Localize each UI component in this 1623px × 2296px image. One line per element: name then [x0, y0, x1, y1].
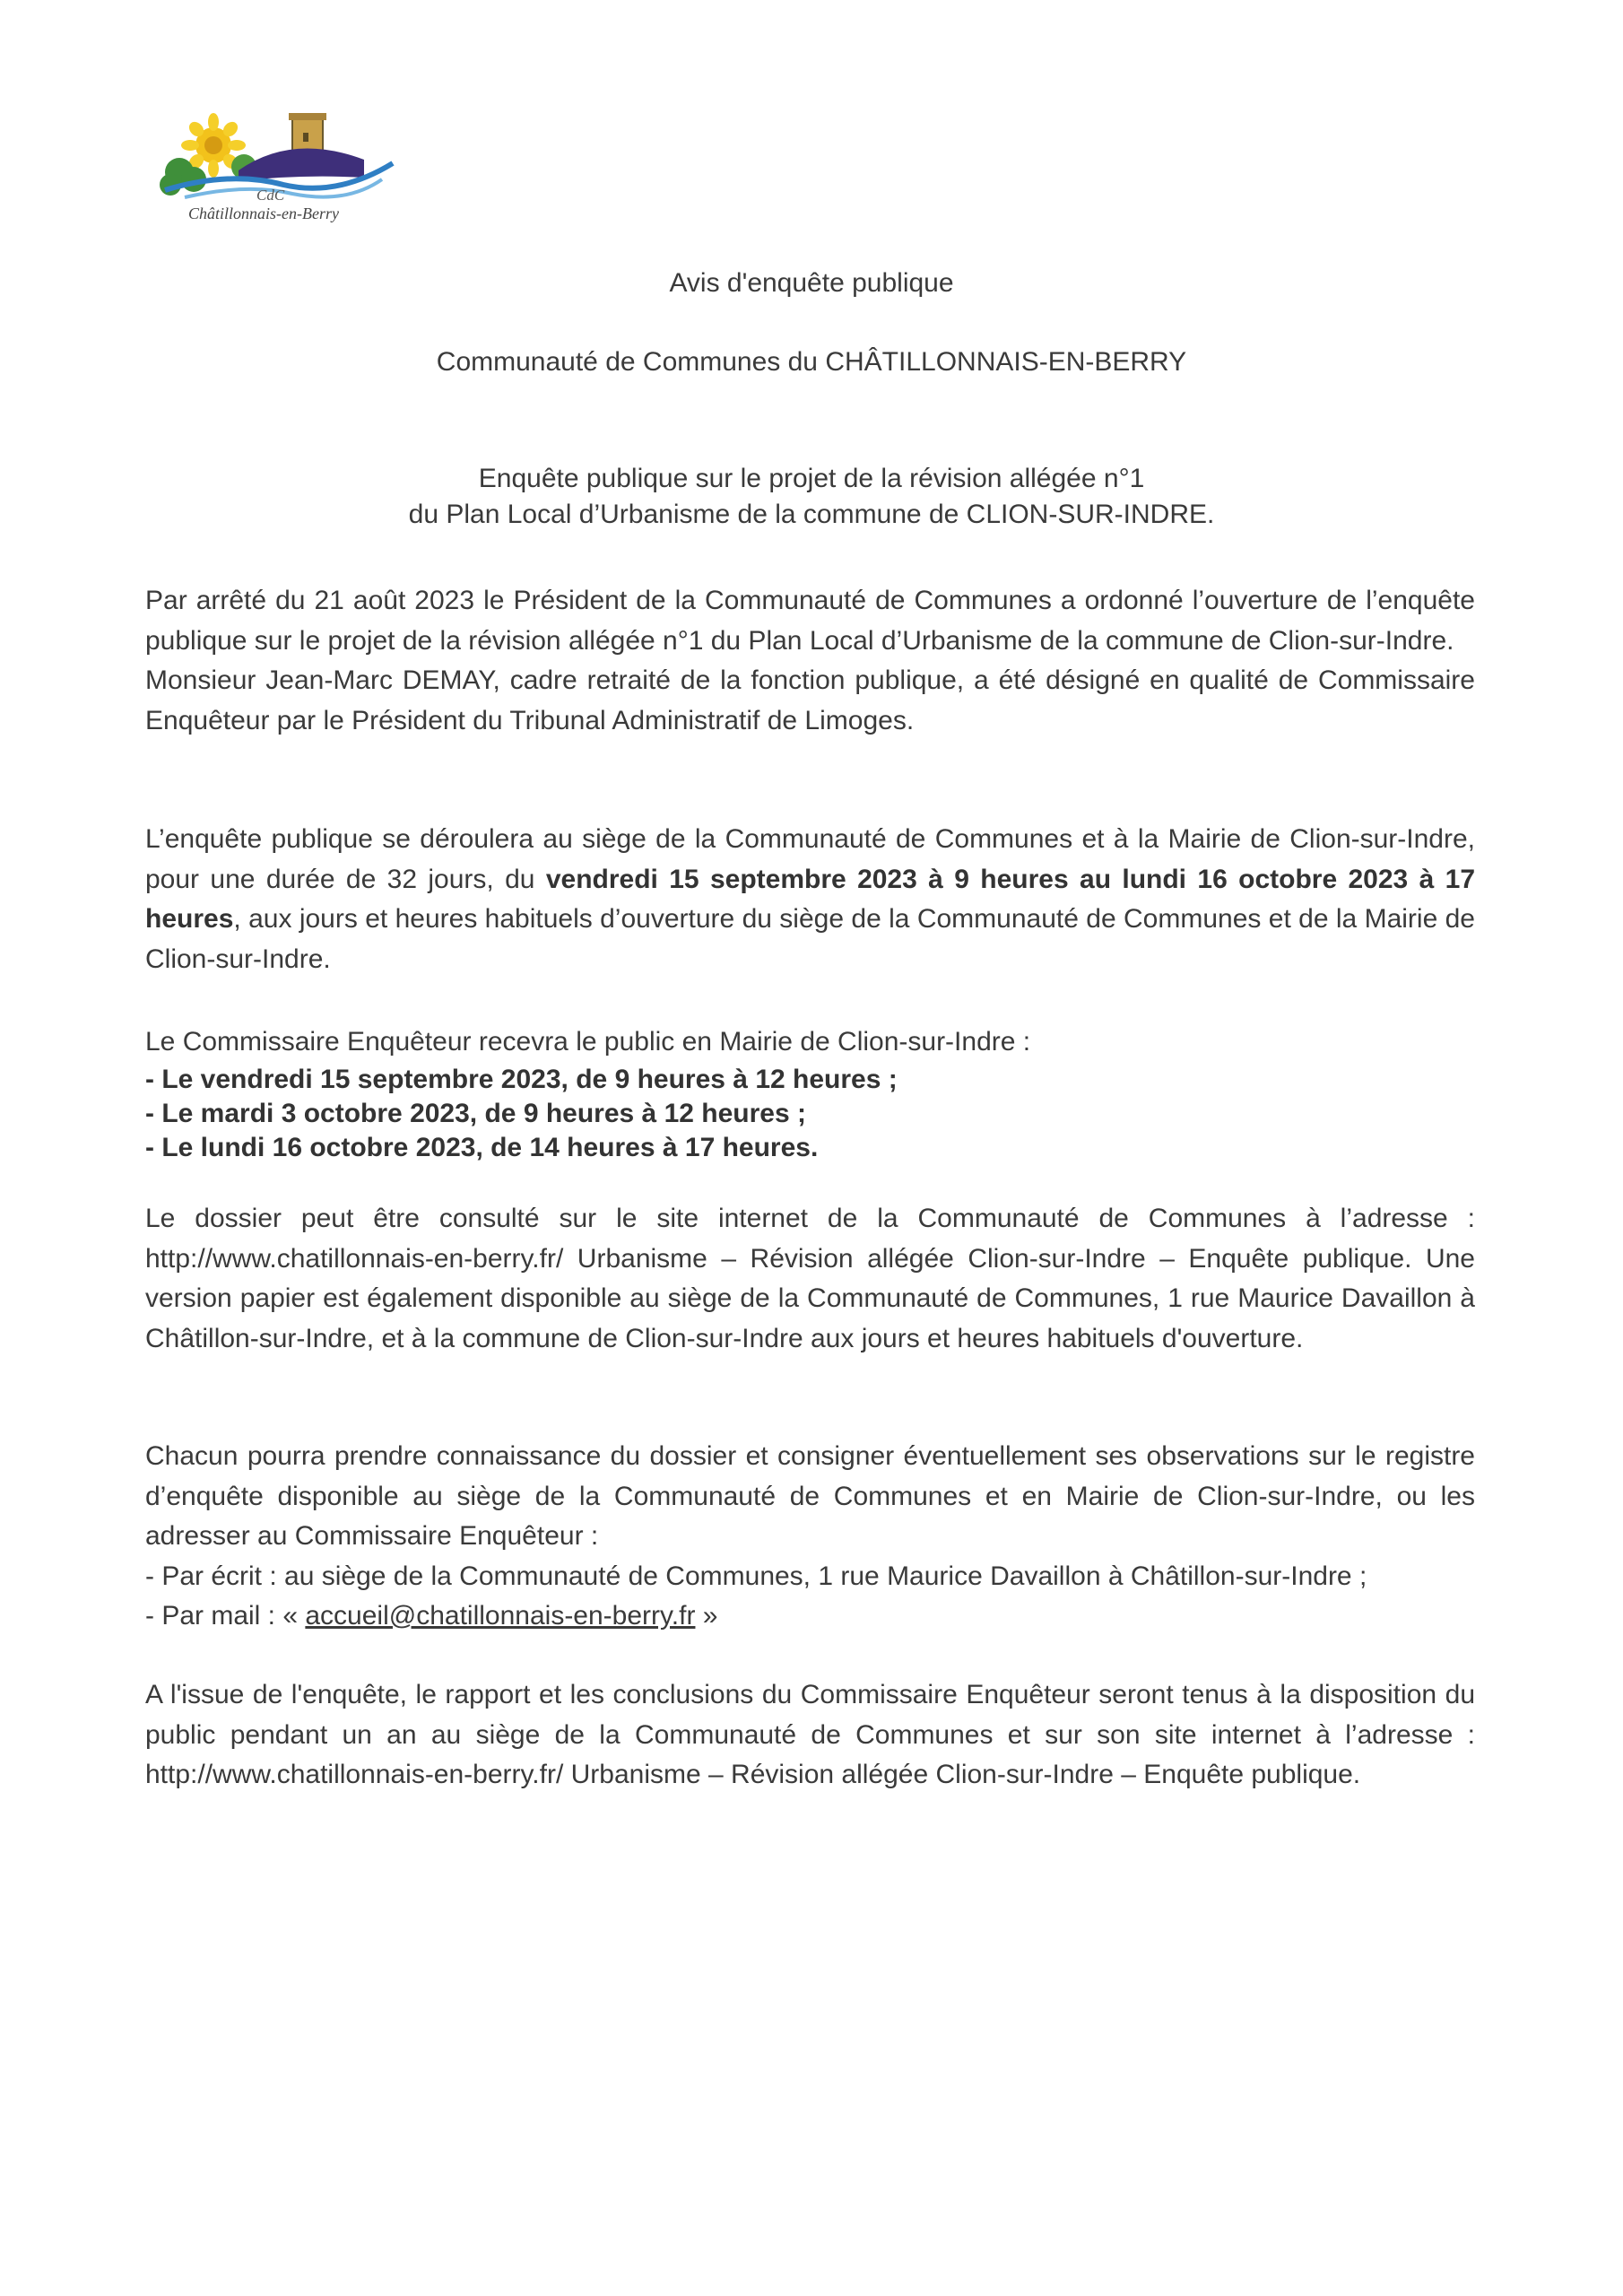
- par-ecrit-line: - Par écrit : au siège de la Communauté de Communes, 1 rue Maurice Davaillon à Châtillon-sur-Indre ;: [145, 1561, 1367, 1591]
- duree-text: [145, 820, 1475, 979]
- organisation-name: Communauté de Communes du CHÂTILLONNAIS-EN-BERRY: [436, 347, 1187, 377]
- subject-line-1: Enquête publique sur le projet de la révision allégée n°1: [478, 464, 1145, 493]
- subject-line-2: du Plan Local d’Urbanisme de la commune de CLION-SUR-INDRE.: [408, 500, 1215, 529]
- commissaire-text: Monsieur Jean-Marc DEMAY, cadre retraité de la fonction publique, a été désigné en qualité de Commissaire Enquêteur par le Président du Tribunal Administratif de Limoges.: [145, 665, 1475, 735]
- duree-text-b: , aux jours et heures habituels d’ouverture du siège de la Communauté de Communes et de la Mairie de Clion-sur-Indre.: [145, 904, 1475, 974]
- cdc-logo: [158, 108, 400, 233]
- paragraph-rapport: [145, 1675, 1475, 1796]
- arrete-text: Par arrêté du 21 août 2023 le Président de la Communauté de Communes a ordonné l’ouverture de l’enquête publique sur le projet de la révision allégée n°1 du Plan Local d’Urbanisme de la commune de Clion-sur-Indre.: [145, 586, 1475, 656]
- mail-prefix: - Par mail : «: [145, 1601, 306, 1631]
- duree-dates: vendredi 15 septembre 2023 à 9 heures au lundi 16 octobre 2023 à 17 heures: [145, 864, 1476, 934]
- paragraph-arrete: [145, 581, 1475, 741]
- permanence-item: - Le lundi 16 octobre 2023, de 14 heures à 17 heures.: [145, 1132, 819, 1162]
- duree-text-a: L’enquête publique se déroulera au siège de la Communauté de Communes et à la Mairie de Clion-sur-Indre, pour une durée de 32 jours, du: [145, 824, 1475, 894]
- permanence-item: - Le vendredi 15 septembre 2023, de 9 heures à 12 heures ;: [145, 1064, 898, 1094]
- dossier-text: Le dossier peut être consulté sur le site internet de la Communauté de Communes à l’adresse : http://www.chatillonnais-en-berry.fr/ Urbanisme – Révision allégée Clion-sur-Indre – Enquête publique. Une version papier est également disponible au siège de la Communauté de Communes, 1 rue Maurice Davaillon à Châtillon-sur-Indre, et à la commune de Clion-sur-Indre aux jours et heures habituels d'ouverture.: [145, 1204, 1475, 1353]
- paragraph-observations: [145, 1437, 1475, 1637]
- rapport-text: A l'issue de l'enquête, le rapport et les conclusions du Commissaire Enquêteur seront tenus à la disposition du public pendant un an au siège de la Communauté de Communes et sur son site internet à l’adresse : http://www.chatillonnais-en-berry.fr/ Urbanisme – Révision allégée Clion-sur-Indre – Enquête publique.: [145, 1680, 1475, 1789]
- permanences-intro: Le Commissaire Enquêteur recevra le public en Mairie de Clion-sur-Indre :: [145, 1027, 1031, 1057]
- permanence-item: - Le mardi 3 octobre 2023, de 9 heures à 12 heures ;: [145, 1098, 806, 1128]
- logo-acronym: CdC: [256, 187, 285, 204]
- par-mail-line: [145, 1596, 1475, 1637]
- logo-name: Châtillonnais-en-Berry: [188, 204, 339, 222]
- subject-heading: [0, 461, 1623, 533]
- document-title: Avis d'enquête publique: [669, 268, 954, 298]
- paragraph-permanences: [145, 1022, 1475, 1165]
- paragraph-duree: [145, 820, 1475, 979]
- mail-suffix: »: [695, 1601, 718, 1631]
- tower-icon: [289, 113, 326, 152]
- observations-text: Chacun pourra prendre connaissance du dossier et consigner éventuellement ses observations sur le registre d’enquête disponible au siège de la Communauté de Communes et en Mairie de Clion-sur-Indre, ou les adresser au Commissaire Enquêteur :: [145, 1441, 1475, 1551]
- paragraph-dossier: [145, 1199, 1475, 1359]
- email-link[interactable]: accueil@chatillonnais-en-berry.fr: [305, 1601, 696, 1631]
